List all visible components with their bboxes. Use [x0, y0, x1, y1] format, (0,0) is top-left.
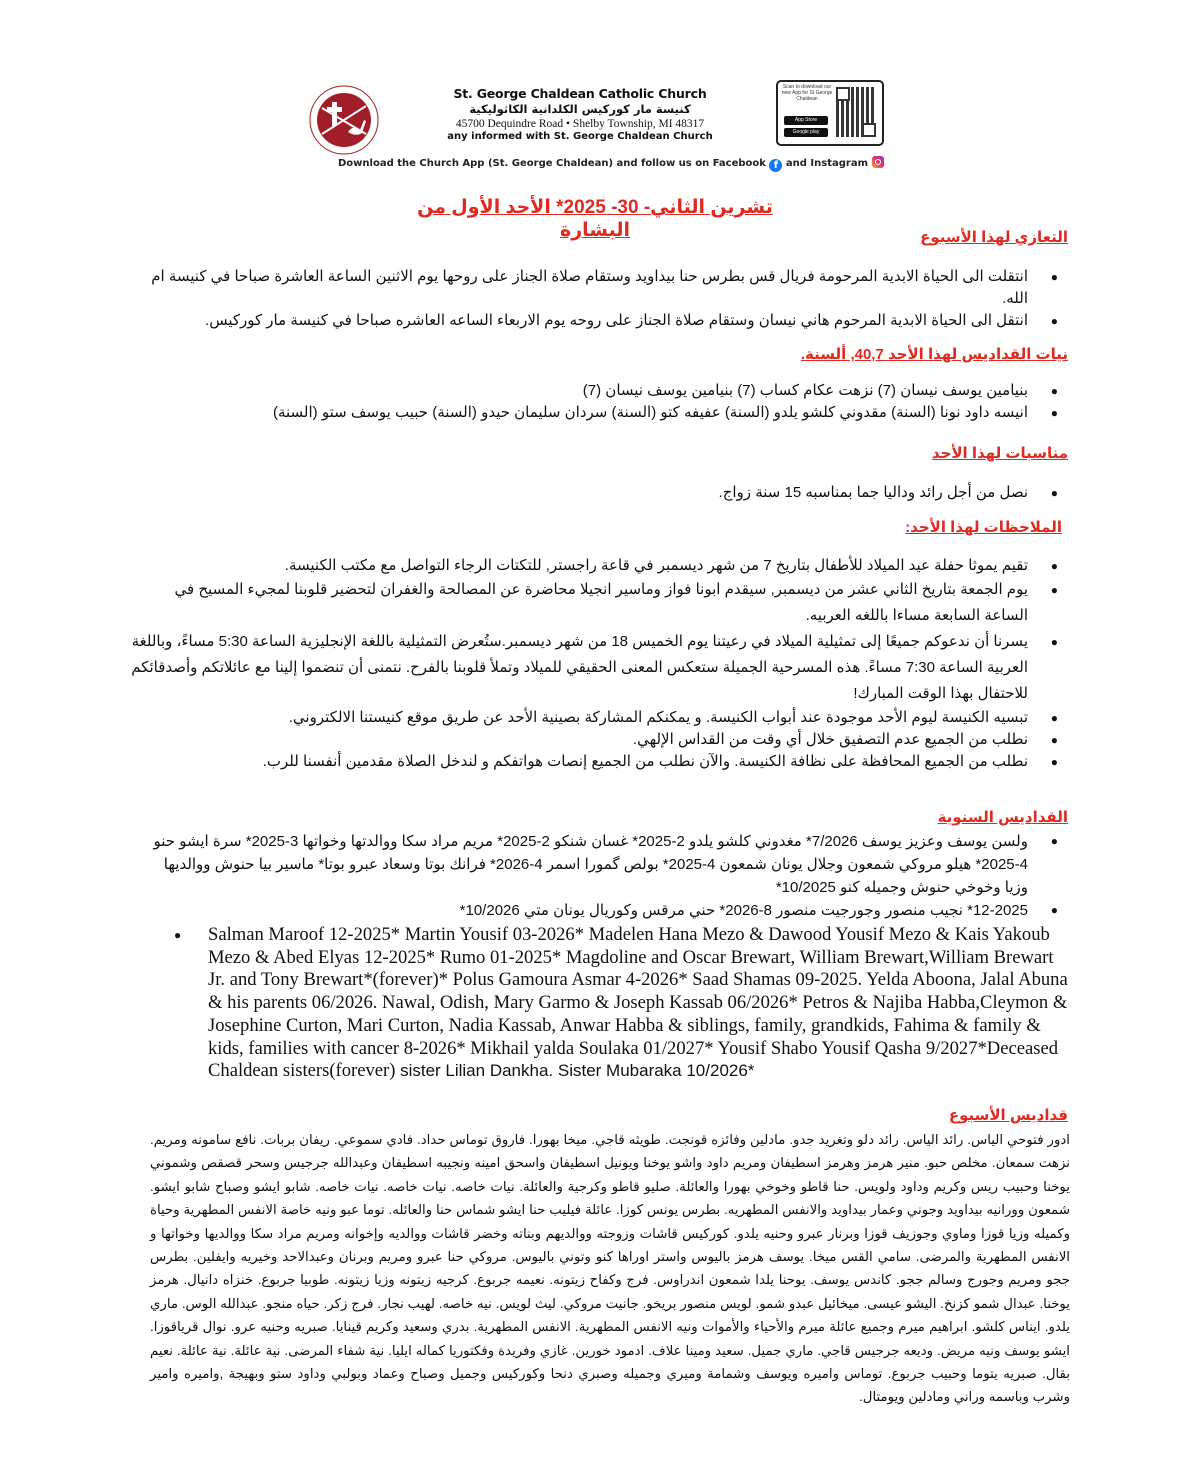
english-names-serif: Salman Maroof 12-2025* Martin Yousif 03-2026* Madelen Hana Mezo & Dawood Yousif Mezo & Kais Yakoub Mezo & Abed Elyas 12-2025* Rumo 01-2025* Magdoline and Oscar Brewart, William Brewart,William Brewart Jr. and Tony Brewart*(forever)* Polus Gamoura Asmar 4-2026* Saad Shamas 09-2025. Yelda Aboona, Jalal Abuna & his parents 06/2026. Nawal, Odish, Mary Garmo & Joseph Kassab 06/2026* Petros & Najiba Habba,Cleymon & Josephine Curton, Mari Curton, Nadia Kassab, Anwar Habba & siblings, family, grandkids, Fahima & family & kids, families with cancer 8-2026* Mikhail yalda Soulaka 01/2027* Yousif Shabo Yousif Qasha 9/2027*Deceased Chaldean sisters(forever) [208, 924, 1068, 1082]
church-info [430, 86, 730, 142]
list-item: ● ولسن يوسف وعزيز يوسف 7/2026* مغدوني كلشو يلدو 2-2025* غسان شنكو 2-2025* مريم مراد سكا ووالدتها وخواتها 3-2025* سرة ايشو حنو 4-2025* هيلو مروكي شمعون وجلال يونان شمعون 4-2025* بولص گمورا اسمر 4-2026* فرانك بوتا وسعاد عبرو بوتا* ماسير بيا حنوش ووالديها وزيا وخوخي حنوش وجميله كنو 10/2025* [138, 830, 1068, 899]
list-item: ● يوم الجمعة بتاريخ الثاني عشر من ديسمبر, سيقدم ابونا فواز وماسير انجيلا محاضرة عن المصالحة والغفران لتحضير قلوبنا لمجيء المسيح في الساعة السابعة مساءا باللغه العربيه. [128, 577, 1068, 629]
church-logo-icon [308, 84, 380, 156]
list-item: ● تبسيه الكنيسة ليوم الأحد موجودة عند أبواب الكنيسة. و يمكنكم المشاركة بصينية الأحد عن طريق موقع كنيستنا الالكتروني. [128, 707, 1068, 729]
church-name: St. George Chaldean Catholic Church [453, 86, 707, 101]
church-name-arabic: كنيسة مار كوركيس الكلدانية الكاثوليكية [469, 102, 691, 116]
facebook-icon[interactable]: f [769, 159, 782, 172]
list-item: ● نطلب من الجميع عدم التصفيق خلال أي وقت من القداس الإلهي. [128, 729, 1068, 751]
list-item: ● تقيم يموثا حفلة عيد الميلاد للأطفال بتاريخ 7 من شهر ديسمبر في قاعة راجستر, للتكتات الرجاء التواصل مع مكتب الكنيسة. [128, 555, 1068, 577]
condolences-heading: التعازي لهذا الأسبوع [920, 229, 1068, 246]
english-names-sans: sister Lilian Dankha. Sister Mubaraka 10/2026* [400, 1061, 755, 1081]
google-play-badge[interactable]: Google play [784, 128, 828, 137]
bulletin-header [300, 78, 900, 178]
occasions-heading: مناسبات لهذا الأحد [931, 445, 1068, 462]
app-store-badge[interactable]: App Store [784, 116, 828, 125]
list-item: ● نصل من أجل رائد وداليا جما بمناسبه 15 سنة زواج. [138, 482, 1068, 504]
weekly-masses-body: ادور فتوحي الياس. رائد الياس. رائد دلو وتغريد جدو. مادلين وفائزه قونجت. طويثه قاجي. ميخا بهورا. فاروق توماس حداد. فادي سموعي. ريفان بربات. نافع سامونه ومريم. نزهت سمعان. مخلص حبو. منير هرمز وهرمز اسطيفان ومريم داود واشو يوخنا ويونيل اسطيفان واسحق امينه ونجيبه اسطيفان وعبدالله جرجيس وسحر قصقص وشموني يوخنا وحبيب ريس وكريم وداود ولويس. حنا قاطو وخوخي بهورا والعائلة. صليو قاطو وكرجية والعائلة. نيات خاصه. نيات خاصه. نيات خاصه. شابو ايشو وصباح شابو ايشو. شمعون وورانيه بيداويد وجوني وعمار بيداويد والانفس المطهريه. بطرس يونس كوزا. عائلة فيليب حنا ايشو شماس حنا والعائله. توما عبو ونيه خاصة الانفس المطهرية وحياة وكميله وزيا قوزا وماوي وجوزيف قوزا وبرنار عبرو وحنيه يلدو. كوركيس قاشات وزوجته ووالديهم وبناته وخضر قاشات ووالديه وإخوانه ومريم مراد سكا ووالديها وخواتها و الانفس المطهرية والمرضى. سامي القس ميخا. يوسف هرمز باليوس واستر اوراها كنو وتوني باليوس. مروكي حنا عبرو ومريم وبرنان وعبدالاحد وخيريه وايفلين. بطرس ججو ومريم وجورج وسالم ججو. كاندس يوسف. يوحنا يلدا شمعون اندراوس. فرج وكفاح زيتونه. نعيمه جربوع. كرجيه زيتونه وزيا زيتونه. طوبيا جربوع. خنزاه دانيال. هرمز يوخنا. عبدال شمو كزنخ. اليشو عيسى. ميخائيل عبدو شمو. لويس منصور بريخو. جانيت مروكي. ليث لويس. نيه خاصه. لهيب نجار. فرج زكر. حياه منجو. عبدالله الوس. ماري يلدو. ايناس كلشو. ابراهيم ميرم وجميع عائلة ميرم والأحياء والأموات ونيه الانفس المطهرية. الانفس المطهرية. بدري وسعيد وكريم قينايا. صبريه وحنيه عرو. نوال قرياقوزا. ايشو يوسف ونيه مريض. وديعه جرجيس قاجي. ماري جميل. سعيد ومينا علاف. ادمود خورين. غازي وفريدة وفكتوريا كماله ايليا. نية شفاء المرضى. نية عائلة. نية عائلة. نعيم بقال. صبريه يتوما وحبيب جربوع. توماس واميره ويوسف وشمامة وميري وجميله وصبري دنحا وكوركيس وجميل وصباح وعماد وبولبي وداود ستو وبهيجة ,واميره وامير وشرب وباسمه وراني ومادلين ويومتال. [150, 1132, 1070, 1405]
qr-code-icon[interactable] [836, 87, 876, 137]
notes-list [128, 555, 1068, 773]
list-item: ● نطلب من الجميع المحافظة على نظافة الكنيسة. والآن نطلب من الجميع إنصات هواتفكم و لندخل الصلاة مقدمين أنفسنا للرب. [128, 751, 1068, 773]
occasions-list [138, 482, 1068, 504]
annual-masses-english-list [168, 924, 1068, 1083]
list-item: ● انتقلت الى الحياة الابدية المرحومة فريال قس بطرس حنا بيداويد وستقام صلاة الجناز على روحها يوم الاثنين الساعة العاشرة صباحا في كنيسة ام الله. [138, 266, 1068, 310]
weekly-masses-heading: قداديس الأسبوع [948, 1107, 1068, 1124]
list-item: ● انيسه داود نونا (السنة) مقدوني كلشو يلدو (السنة) عفيفه كتو (السنة) سردان سليمان حيدو (السنة) حبيب يوسف ستو (السنة) [138, 402, 1068, 424]
annual-masses-heading: القداديس السنوية [937, 809, 1068, 826]
church-address: 45700 Dequindre Road • Shelby Township, MI 48317 [455, 118, 705, 130]
bulletin-title: تشرين الثاني- 30- 2025* الأحد الأول من البشارة [417, 197, 773, 241]
and-instagram-text: and Instagram [785, 158, 869, 169]
list-item: ● انتقل الى الحياة الابدية المرحوم هاني نيسان وستقام صلاة الجناز على روحه يوم الاربعاء الساعه العاشره صباحا في كنيسة مار كوركيس. [138, 310, 1068, 332]
informed-line: any informed with St. George Chaldean Church [447, 131, 713, 142]
instagram-icon[interactable] [872, 156, 884, 168]
mass-intentions-heading: نيات القداديس لهذا الأحد 40,7, ألسنة. [800, 346, 1068, 363]
app-download-box[interactable] [776, 80, 884, 146]
list-item: ● يسرنا أن ندعوكم جميعًا إلى تمثيلية الميلاد في رعيتنا يوم الخميس 18 من شهر ديسمبر.ستُعرض التمثيلية باللغة الإنجليزية الساعة 5:30 مساءً، وباللغة العربية الساعة 7:30 مساءً. هذه المسرحية الجميلة ستعكس المعنى الحقيقي للميلاد وتملأ قلوبنا بالفرح. نتمنى أن تنضموا إلينا مع عائلاتكم وأصدقائكم للاحتفال بهذا الوقت المبارك! [128, 629, 1068, 707]
list-item [168, 924, 1068, 1083]
scan-to-download-text: Scan to download our new App for St George Chaldean [781, 84, 833, 102]
mass-intentions-list [138, 380, 1068, 424]
annual-masses-list [138, 830, 1068, 922]
list-item: ● 12-2025* نجيب منصور وجورجيت منصور 8-2026* حني مرقس وكوريال يونان متي 10/2026* [138, 899, 1068, 922]
list-item: ● بنيامين يوسف نيسان (7) نزهت عكام كساب (7) بنيامين يوسف نيسان (7) [138, 380, 1068, 402]
condolences-list [138, 266, 1068, 332]
notes-heading: الملاحظات لهذا الأحد: [905, 519, 1062, 536]
download-text: Download the Church App (St. George Chaldean) and follow us on Facebook [338, 158, 766, 169]
download-line [338, 156, 898, 172]
